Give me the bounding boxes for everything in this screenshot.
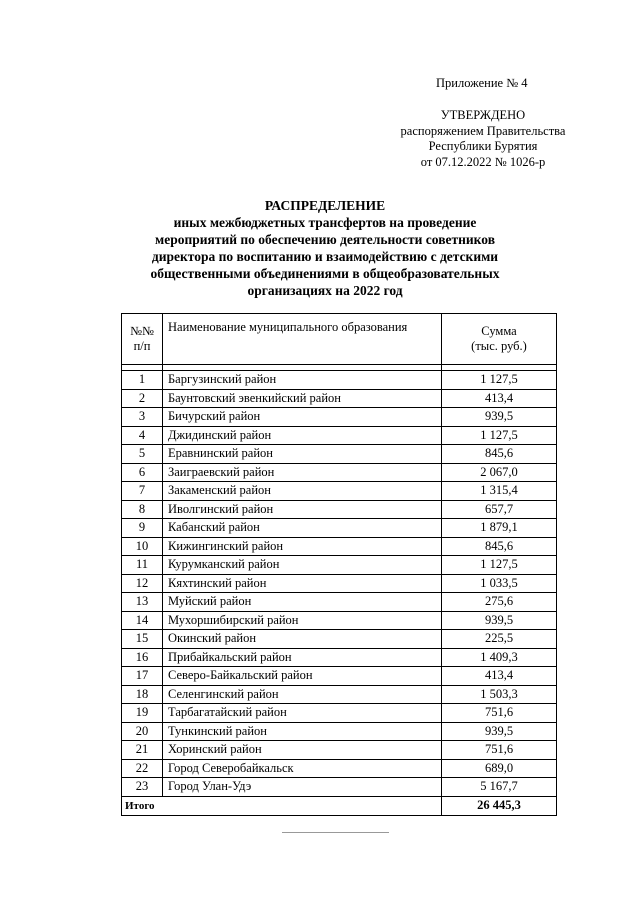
row-number: 2 (122, 389, 163, 408)
row-number: 15 (122, 630, 163, 649)
row-name: Закаменский район (163, 482, 442, 501)
row-sum: 657,7 (442, 500, 557, 519)
row-sum: 413,4 (442, 389, 557, 408)
row-number: 7 (122, 482, 163, 501)
table-row (122, 482, 557, 501)
row-name: Баргузинский район (163, 371, 442, 390)
row-sum: 1 127,5 (442, 371, 557, 390)
total-sum: 26 445,3 (442, 796, 557, 815)
header-number: №№ п/п (122, 314, 163, 365)
table-row (122, 371, 557, 390)
table-row (122, 556, 557, 575)
row-name: Курумканский район (163, 556, 442, 575)
table-row (122, 667, 557, 686)
table-row (122, 630, 557, 649)
row-sum: 2 067,0 (442, 463, 557, 482)
table-row (122, 611, 557, 630)
row-sum: 275,6 (442, 593, 557, 612)
table-row (122, 574, 557, 593)
row-name: Тарбагатайский район (163, 704, 442, 723)
row-number: 3 (122, 408, 163, 427)
approval-block (388, 108, 578, 170)
row-sum: 1 409,3 (442, 648, 557, 667)
row-sum: 751,6 (442, 704, 557, 723)
row-name: Город Улан-Удэ (163, 778, 442, 797)
row-name: Иволгинский район (163, 500, 442, 519)
table-header-row (122, 314, 557, 365)
approval-line: распоряжением Правительства (400, 123, 566, 138)
row-sum: 751,6 (442, 741, 557, 760)
row-sum: 225,5 (442, 630, 557, 649)
row-number: 6 (122, 463, 163, 482)
title-line: общественными объединениями в общеобразовательных (150, 266, 500, 281)
row-name: Кабанский район (163, 519, 442, 538)
table-row (122, 445, 557, 464)
row-name: Еравнинский район (163, 445, 442, 464)
row-name: Прибайкальский район (163, 648, 442, 667)
document-title (110, 197, 540, 299)
table-row (122, 685, 557, 704)
table-row (122, 408, 557, 427)
row-number: 8 (122, 500, 163, 519)
row-sum: 939,5 (442, 722, 557, 741)
footer-divider (282, 832, 389, 833)
row-sum: 939,5 (442, 408, 557, 427)
row-name: Город Северобайкальск (163, 759, 442, 778)
table-row (122, 741, 557, 760)
row-name: Мухоршибирский район (163, 611, 442, 630)
table-row (122, 778, 557, 797)
row-sum: 1 033,5 (442, 574, 557, 593)
table-row (122, 722, 557, 741)
row-name: Баунтовский эвенкийский район (163, 389, 442, 408)
row-number: 23 (122, 778, 163, 797)
header-sum: Сумма (тыс. руб.) (442, 314, 557, 365)
row-name: Муйский район (163, 593, 442, 612)
row-number: 19 (122, 704, 163, 723)
table-row (122, 500, 557, 519)
row-sum: 1 879,1 (442, 519, 557, 538)
row-number: 4 (122, 426, 163, 445)
row-number: 17 (122, 667, 163, 686)
row-name: Северо-Байкальский район (163, 667, 442, 686)
row-number: 5 (122, 445, 163, 464)
title-line: мероприятий по обеспечению деятельности советников (155, 232, 495, 247)
row-name: Джидинский район (163, 426, 442, 445)
row-name: Заиграевский район (163, 463, 442, 482)
row-number: 20 (122, 722, 163, 741)
title-line: иных межбюджетных трансфертов на проведение (173, 215, 477, 230)
title-line: организациях на 2022 год (247, 283, 403, 298)
row-number: 11 (122, 556, 163, 575)
row-sum: 939,5 (442, 611, 557, 630)
table-row (122, 519, 557, 538)
table-row (122, 426, 557, 445)
total-label: Итого (122, 796, 442, 815)
table-row (122, 463, 557, 482)
title-line: РАСПРЕДЕЛЕНИЕ (264, 198, 386, 213)
row-number: 22 (122, 759, 163, 778)
appendix-label: Приложение № 4 (436, 76, 528, 90)
row-name: Тункинский район (163, 722, 442, 741)
approval-line: от 07.12.2022 № 1026-р (420, 154, 546, 169)
row-sum: 845,6 (442, 537, 557, 556)
header-name: Наименование муниципального образования (163, 314, 442, 365)
row-name: Селенгинский район (163, 685, 442, 704)
approval-line: УТВЕРЖДЕНО (440, 108, 526, 122)
row-name: Бичурский район (163, 408, 442, 427)
row-number: 10 (122, 537, 163, 556)
table-row (122, 593, 557, 612)
row-name: Окинский район (163, 630, 442, 649)
row-number: 14 (122, 611, 163, 630)
row-number: 1 (122, 371, 163, 390)
row-sum: 1 315,4 (442, 482, 557, 501)
row-number: 16 (122, 648, 163, 667)
row-number: 21 (122, 741, 163, 760)
row-sum: 1 127,5 (442, 556, 557, 575)
table-row (122, 389, 557, 408)
table-row (122, 648, 557, 667)
row-name: Кяхтинский район (163, 574, 442, 593)
table-row (122, 759, 557, 778)
row-name: Кижингинский район (163, 537, 442, 556)
table-row (122, 704, 557, 723)
row-number: 13 (122, 593, 163, 612)
table-row (122, 537, 557, 556)
title-line: директора по воспитанию и взаимодействию с детскими (151, 249, 499, 264)
row-sum: 5 167,7 (442, 778, 557, 797)
row-number: 9 (122, 519, 163, 538)
row-sum: 689,0 (442, 759, 557, 778)
row-sum: 845,6 (442, 445, 557, 464)
row-sum: 1 127,5 (442, 426, 557, 445)
row-number: 12 (122, 574, 163, 593)
distribution-table (121, 313, 557, 816)
approval-line: Республики Бурятия (428, 139, 538, 153)
row-sum: 1 503,3 (442, 685, 557, 704)
row-number: 18 (122, 685, 163, 704)
row-sum: 413,4 (442, 667, 557, 686)
row-name: Хоринский район (163, 741, 442, 760)
table-total-row (122, 796, 557, 815)
